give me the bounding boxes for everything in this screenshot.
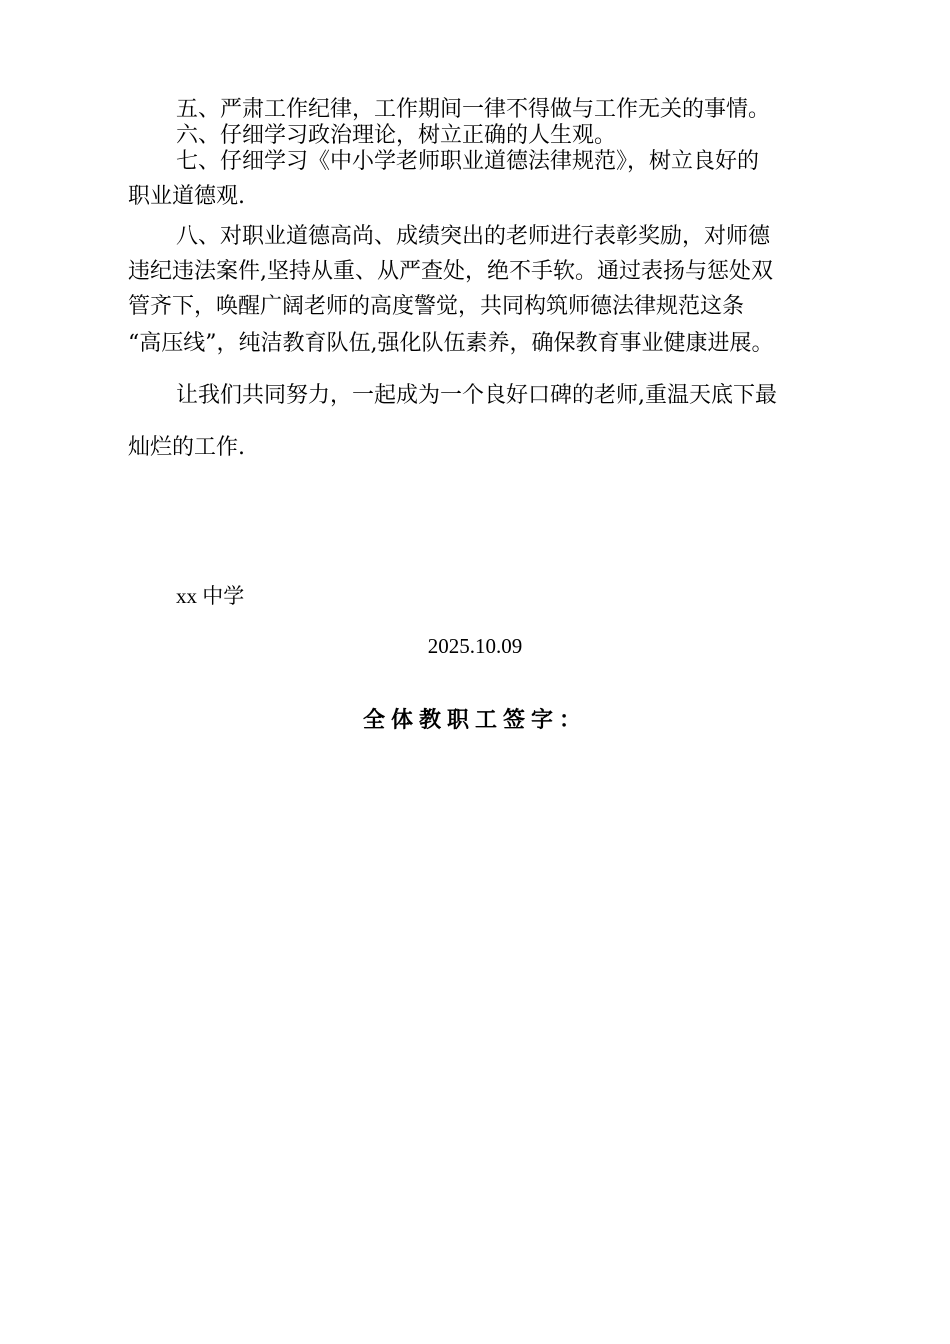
closing-line-1: 让我们共同努力，一起成为一个良好口碑的老师,重温天底下最 xyxy=(176,383,777,408)
paragraph-line-5: 五、严肃工作纪律，工作期间一律不得做与工作无关的事情。 xyxy=(176,97,771,122)
paragraph-line-8: 八、对职业道德高尚、成绩突出的老师进行表彰奖励，对师德 xyxy=(176,224,771,249)
document-date: 2025.10.09 xyxy=(427,634,523,658)
closing-line-2: 灿烂的工作. xyxy=(128,435,245,460)
paragraph-line-6: 六、仔细学习政治理论，树立正确的人生观。 xyxy=(176,123,617,148)
paragraph-line-8-continued-3: “高压线”，纯洁教育队伍,强化队伍素养，确保教育事业健康进展。 xyxy=(128,331,774,356)
school-name: xx 中学 xyxy=(176,584,245,608)
paragraph-line-8-continued-2: 管齐下，唤醒广阔老师的高度警觉，共同构筑师德法律规范这条 xyxy=(128,294,745,319)
paragraph-line-7-continued: 职业道德观. xyxy=(128,184,245,209)
paragraph-line-7: 七、仔细学习《中小学老师职业道德法律规范》，树立良好的 xyxy=(176,149,760,174)
paragraph-line-8-continued-1: 违纪违法案件,坚持从重、从严查处，绝不手软。通过表扬与惩处双 xyxy=(128,259,773,284)
signature-label: 全体教职工签字： xyxy=(362,708,587,733)
